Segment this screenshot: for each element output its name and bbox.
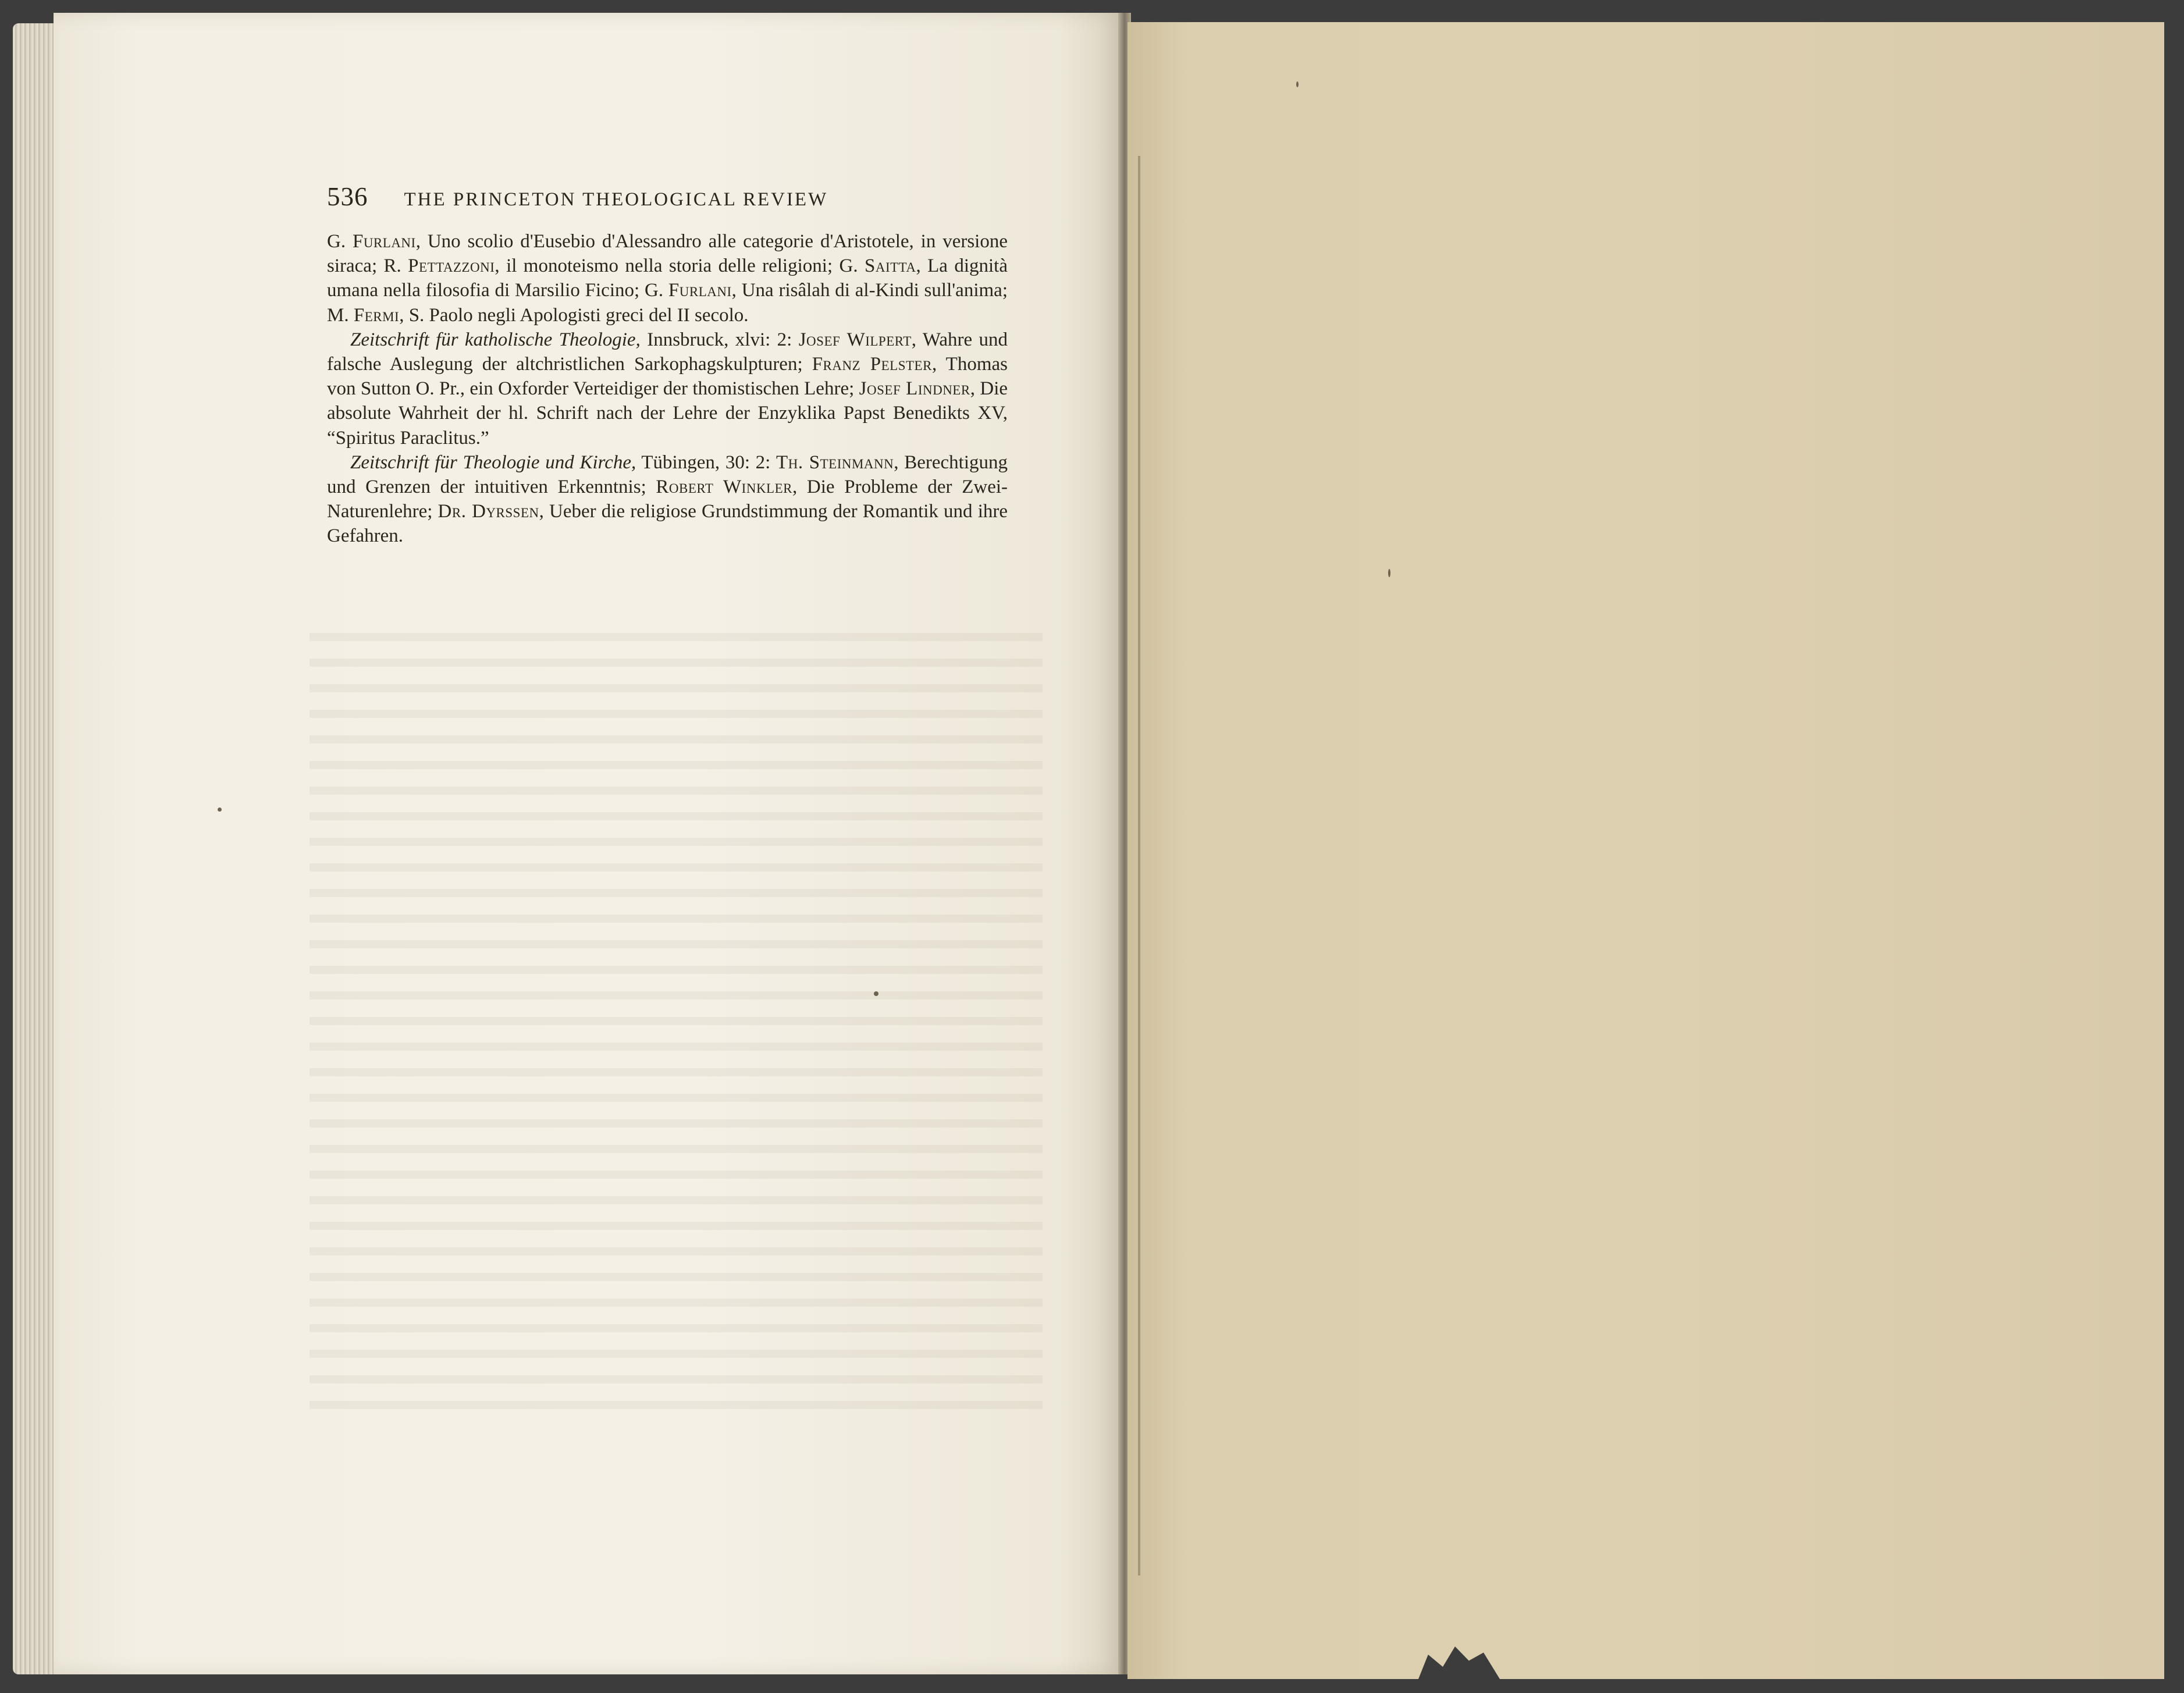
text-run: , Una risâlah di al-Kindi sull'anima; M. — [327, 280, 1008, 326]
journal-name: Zeitschrift für katholische Theologie, — [350, 329, 641, 350]
author-name: Saitta — [865, 255, 916, 277]
text-run: , Thomas von Sutton O. Pr., ein Oxforder Verteidiger der thomistischen Lehre; — [327, 354, 1008, 400]
text-run: , S. Paolo negli Apologisti greci del II secolo. — [399, 304, 749, 326]
paper-speck — [218, 808, 222, 812]
text-run: , Ueber die religiose Grundstimmung der Romantik und ihre Gefahren. — [327, 501, 1008, 547]
author-name: Furlani — [352, 231, 416, 252]
text-run: , La dignità umana nella filosofia di Marsilio Ficino; G. — [327, 255, 1008, 301]
running-title: THE PRINCETON THEOLOGICAL REVIEW — [404, 189, 828, 210]
right-page-blank — [1127, 22, 2164, 1679]
page-stack-edge — [13, 23, 59, 1674]
text-run: , il monoteismo nella storia delle religioni; G. — [495, 255, 865, 277]
paragraph-3 — [327, 450, 1008, 549]
author-name: Josef Lindner — [859, 378, 970, 400]
journal-name: Zeitschrift für Theologie und Kirche, — [350, 451, 636, 473]
author-name: Dr. Dyrssen — [437, 501, 539, 522]
author-name: Josef Wilpert — [798, 329, 912, 350]
text-run: Tübingen, 30: 2: — [636, 451, 777, 473]
text-run: Innsbruck, xlvi: 2: — [640, 329, 799, 350]
paper-speck — [1388, 569, 1390, 577]
page-number: 536 — [327, 182, 368, 211]
author-name: Robert Winkler — [656, 476, 792, 498]
running-head — [327, 182, 1008, 216]
paragraph-2 — [327, 328, 1008, 450]
text-run: G. — [327, 231, 353, 252]
author-name: Fermi — [353, 304, 400, 326]
paper-speck — [874, 991, 878, 996]
text-run: , Uno scolio d'Eusebio d'Alessandro alle categorie d'Aristotele, in versione siraca; R. — [327, 231, 1008, 277]
text-run: , Die absolute Wahrheit der hl. Schrift nach der Lehre der Enzyklika Papst Benedikts XV, “Spiritus Paraclitus.” — [327, 378, 1008, 449]
text-run: , Die Probleme der Zwei-Naturenlehre; — [327, 476, 1008, 522]
author-name: Pettazzoni — [408, 255, 495, 277]
paper-speck — [1296, 81, 1299, 87]
author-name: Th. Steinmann — [776, 451, 894, 473]
torn-edge — [1418, 1638, 1500, 1679]
author-name: Franz Pelster — [812, 354, 932, 375]
show-through-text — [310, 618, 1043, 1421]
text-run: , Wahre und falsche Auslegung der altchristlichen Sarkophagskulpturen; — [327, 329, 1008, 375]
page-fold-line — [1138, 156, 1140, 1575]
author-name: Furlani — [668, 280, 732, 301]
paragraph-1 — [327, 229, 1008, 328]
page-text-block — [327, 182, 1008, 549]
left-page — [54, 13, 1123, 1674]
text-run: , Berechtigung und Grenzen der intuitiven Erkenntnis; — [327, 451, 1008, 498]
